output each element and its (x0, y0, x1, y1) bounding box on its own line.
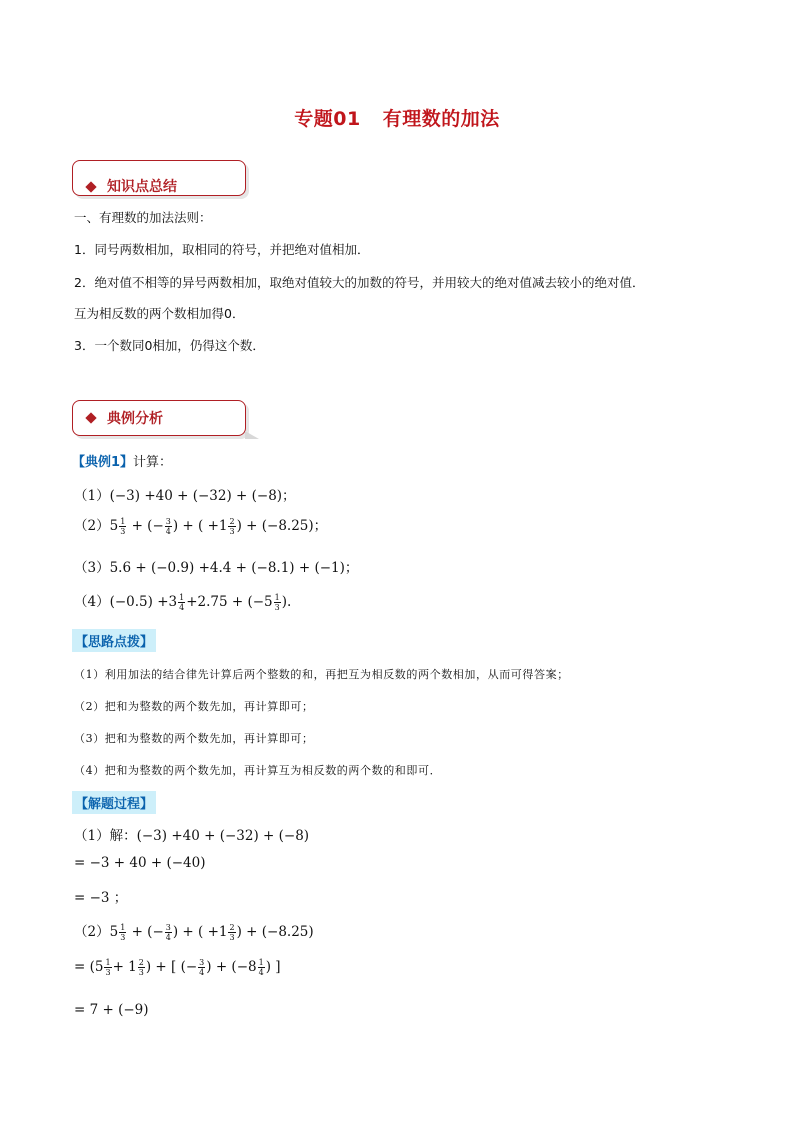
fraction: $\frac{3}{4}$ (165, 923, 171, 942)
problem-number: （4） (74, 594, 110, 610)
rule-2: 2．绝对值不相等的异号两数相加，取绝对值较大的加数的符号，并用较大的绝对值减去较小的绝对值． (74, 275, 645, 290)
hints-tag: 【思路点拨】 (72, 629, 156, 652)
title-text: 有理数的加法 (382, 108, 500, 130)
rule-2b: 互为相反数的两个数相加得0． (74, 306, 245, 321)
problem-number: （2） (74, 924, 110, 940)
example-tag: 【典例1】 (72, 455, 134, 470)
problem-1 (74, 484, 296, 504)
banner-tail (245, 431, 259, 439)
solution-line-5 (74, 958, 281, 977)
fraction: $\frac{1}{3}$ (105, 958, 111, 977)
fraction: $\frac{1}{4}$ (258, 958, 264, 977)
title-number: 专题01 (294, 108, 361, 130)
expr-part: +2.75 + (−5 (186, 594, 273, 610)
problem-number: （3） (74, 560, 110, 576)
diamond-icon (85, 412, 96, 423)
example-heading (72, 451, 172, 470)
fraction: $\frac{3}{4}$ (165, 517, 171, 536)
problem-number: （1） (74, 488, 110, 504)
expr-part: = (5 (74, 959, 104, 975)
rules-heading: 一、有理数的加法法则： (74, 210, 212, 225)
fraction: $\frac{2}{3}$ (138, 958, 144, 977)
solution-line-3: = −3 ； (74, 890, 128, 906)
problem-expr: (−3) +40 + (−32) + (−8)； (109, 488, 296, 504)
expr-part: ) + (−8 (206, 959, 257, 975)
fraction: $\frac{2}{3}$ (229, 923, 235, 942)
fraction: $\frac{1}{3}$ (120, 517, 126, 536)
fraction: $\frac{1}{3}$ (274, 593, 280, 612)
rule-3: 3．一个数同0相加，仍得这个数． (74, 338, 265, 353)
rule-1: 1．同号两数相加，取相同的符号，并把绝对值相加． (74, 242, 370, 257)
fraction: $\frac{1}{3}$ (120, 923, 126, 942)
section-banner-summary (72, 160, 246, 196)
expr-part: (−0.5) +3 (109, 594, 178, 610)
expr-part: ) + (−8.25) (236, 924, 314, 940)
problem-4 (74, 590, 291, 612)
expr-part: ) ] (265, 959, 281, 975)
solution-line-2: = −3 + 40 + (−40) (74, 855, 206, 871)
banner-label: 知识点总结 (107, 179, 177, 195)
problem-3 (74, 556, 358, 576)
diamond-icon (85, 181, 96, 192)
expr-part: + 1 (112, 959, 137, 975)
mixed-whole: 5 (109, 518, 119, 534)
expr-part: ). (281, 594, 292, 610)
expr-part: ) + [ (− (145, 959, 198, 975)
expr-part: + (− (131, 924, 164, 940)
fraction: $\frac{3}{4}$ (199, 958, 205, 977)
hint-4: （4）把和为整数的两个数先加，再计算互为相反数的两个数的和即可． (74, 764, 442, 777)
solution-line-6: = 7 + (−9) (74, 1002, 149, 1018)
problem-2 (74, 514, 327, 536)
mixed-whole: 5 (109, 924, 119, 940)
expr-part: ) + ( +1 (172, 518, 228, 534)
hint-3: （3）把和为整数的两个数先加，再计算即可； (74, 732, 314, 745)
solution-tag: 【解题过程】 (72, 791, 156, 814)
banner-label: 典例分析 (107, 411, 163, 427)
problem-expr: 5.6 + (−0.9) +4.4 + (−8.1) + (−1)； (109, 560, 359, 576)
fraction: $\frac{2}{3}$ (229, 517, 235, 536)
expr-part: ) + (−8.25)； (236, 518, 328, 534)
solution-line-1: （1）解：(−3) +40 + (−32) + (−8) (74, 828, 310, 844)
hint-2: （2）把和为整数的两个数先加，再计算即可； (74, 700, 314, 713)
example-prompt: 计算： (133, 455, 173, 470)
solution-line-4 (74, 920, 314, 942)
problem-number: （2） (74, 518, 110, 534)
section-banner-examples (72, 400, 246, 436)
expr-part: ) + ( +1 (172, 924, 228, 940)
page-title (0, 104, 794, 131)
expr-part: + (− (131, 518, 164, 534)
hint-1: （1）利用加法的结合律先计算后两个整数的和，再把互为相反数的两个数相加，从而可得答案； (74, 668, 569, 681)
fraction: $\frac{1}{4}$ (179, 593, 185, 612)
